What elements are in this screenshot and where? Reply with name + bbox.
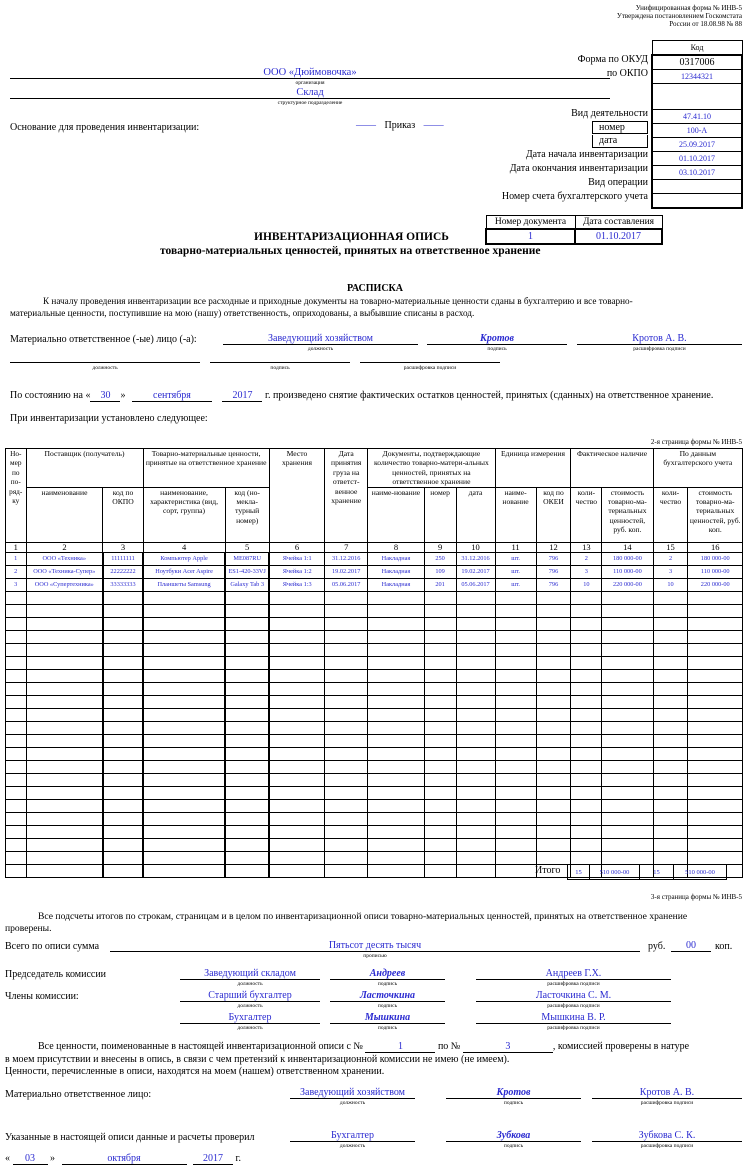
table-cell: 796	[536, 578, 571, 591]
column-number: 11	[495, 542, 536, 552]
checker-signature: Зубкова	[446, 1130, 581, 1142]
table-cell: Планшеты Samsung	[143, 578, 225, 591]
doc-number-box: Номер документа Дата составления 1 01.10.2017	[485, 215, 663, 245]
member-2-signature: Мышкина	[330, 1012, 445, 1024]
table-cell: ES1-420-33VJ	[225, 565, 269, 578]
resp-position: Заведующий хозяйством	[223, 333, 418, 345]
table-row	[6, 708, 743, 721]
column-number: 1	[6, 542, 27, 552]
doc-title: ИНВЕНТАРИЗАЦИОННАЯ ОПИСЬ	[254, 231, 449, 243]
column-number: 2	[26, 542, 103, 552]
table-row	[6, 773, 743, 786]
member-2-position: Бухгалтер	[180, 1012, 320, 1024]
table-cell: 796	[536, 565, 571, 578]
activity-code: 47.41.10	[652, 110, 742, 124]
table-cell: Ноутбуки Acer Aspire	[143, 565, 225, 578]
receipt-title: РАСПИСКА	[347, 283, 404, 294]
member-1-position: Старший бухгалтер	[180, 990, 320, 1002]
table-cell: ООО «Супертехника»	[26, 578, 103, 591]
caption: подпись	[377, 1025, 398, 1031]
table-cell: 3	[571, 565, 602, 578]
paragraph-range: Все ценности, поименованные в настоящей инвентаризационной описи с № 1 по № 3 , комиссией проверены в натуре	[38, 1041, 690, 1052]
table-cell: 201	[424, 578, 456, 591]
start-date: 01.10.2017	[652, 152, 742, 166]
caption: расшифровка подписи	[547, 981, 600, 987]
doc-number: 1	[486, 229, 575, 244]
totals-row: 15 510 000-00 15 510 000-00	[567, 864, 727, 880]
table-cell: Ячейка 1:1	[269, 552, 324, 565]
responsible-signature: Кротов	[446, 1087, 581, 1099]
resp-signature: Кротов	[427, 333, 567, 345]
column-number: 5	[225, 542, 269, 552]
doc-date: 01.10.2017	[575, 229, 662, 244]
table-cell: 180 000-00	[688, 552, 743, 565]
caption: подпись	[377, 1003, 398, 1009]
caption: подпись	[503, 1143, 524, 1149]
table-cell: ООО «Техника-Супер»	[26, 565, 103, 578]
table-row	[6, 565, 743, 578]
member-1-name: Ласточкина С. М.	[476, 990, 671, 1002]
form-header: Унифицированная форма № ИНВ-5 Утверждена постановлением Госкомстата России от 18.08.98 № 88	[616, 4, 742, 28]
table-cell: шт.	[495, 552, 536, 565]
table-cell: 19.02.2017	[325, 565, 368, 578]
checker-name: Зубкова С. К.	[592, 1130, 742, 1142]
table-cell: 1	[6, 552, 27, 565]
caption: расшифровка подписи	[640, 1100, 694, 1106]
table-cell: Ячейка 1:3	[269, 578, 324, 591]
column-number: 12	[536, 542, 571, 552]
table-cell: 796	[536, 552, 571, 565]
okpo-code: 12344321	[652, 70, 742, 84]
caption: расшифровка подписи	[640, 1143, 694, 1149]
table-cell: Ячейка 1:2	[269, 565, 324, 578]
table-row	[6, 734, 743, 747]
table-row	[6, 760, 743, 773]
table-cell: шт.	[495, 578, 536, 591]
table-row	[6, 682, 743, 695]
table-cell: 22222222	[103, 565, 143, 578]
table-cell: 31.12.2016	[325, 552, 368, 565]
column-number: 8	[368, 542, 424, 552]
table-row	[6, 617, 743, 630]
order-date: 25.09.2017	[652, 138, 742, 152]
table-cell: 180 000-00	[602, 552, 653, 565]
chair-name: Андреев Г.Х.	[476, 968, 671, 980]
table-cell: ООО «Техника»	[26, 552, 103, 565]
code-box: Код 0317006 12344321 47.41.10 100-А 25.09.2017 01.10.2017 03.10.2017	[651, 40, 743, 209]
table-cell: Компьютер Apple	[143, 552, 225, 565]
sum-in-words: Пятьсот десять тысяч	[110, 940, 640, 952]
table-row	[6, 721, 743, 734]
column-number: 6	[269, 542, 324, 552]
table-row	[6, 669, 743, 682]
chair-position: Заведующий складом	[180, 968, 320, 980]
chair-signature: Андреев	[330, 968, 445, 980]
basis-doc: —— Приказ ——	[356, 120, 444, 131]
table-cell: 2	[571, 552, 602, 565]
table-row	[6, 630, 743, 643]
column-number: 4	[143, 542, 225, 552]
table-cell: шт.	[495, 565, 536, 578]
table-row	[6, 695, 743, 708]
table-row	[6, 838, 743, 851]
table-cell: 110 000-00	[688, 565, 743, 578]
table-cell: 05.06.2017	[456, 578, 495, 591]
column-number: 9	[424, 542, 456, 552]
org-name: ООО «Дюймовочка»	[10, 67, 610, 79]
end-date: 03.10.2017	[652, 166, 742, 180]
column-number: 7	[325, 542, 368, 552]
order-number: 100-А	[652, 124, 742, 138]
table-row	[6, 851, 743, 864]
column-number: 13	[571, 542, 602, 552]
caption: должность	[237, 1003, 263, 1009]
table-row	[6, 591, 743, 604]
table-row	[6, 552, 743, 565]
column-number: 3	[103, 542, 143, 552]
table-row	[6, 786, 743, 799]
table-cell: 10	[653, 578, 688, 591]
responsible-position: Заведующий хозяйством	[290, 1087, 415, 1099]
table-row	[6, 604, 743, 617]
table-cell: 3	[653, 565, 688, 578]
column-number: 15	[653, 542, 688, 552]
caption: должность	[237, 1025, 263, 1031]
table-row	[6, 825, 743, 838]
caption: расшифровка подписи	[547, 1003, 600, 1009]
table-row	[6, 799, 743, 812]
table-cell: 220 000-00	[602, 578, 653, 591]
table-cell: 33333333	[103, 578, 143, 591]
table-cell: 220 000-00	[688, 578, 743, 591]
caption: подпись	[503, 1100, 524, 1106]
table-row	[6, 812, 743, 825]
table-cell: Накладная	[368, 578, 424, 591]
caption: должность	[237, 981, 263, 987]
final-date: « 03 » октября 2017 г.	[5, 1153, 241, 1164]
doc-subtitle: товарно-материальных ценностей, принятых на ответственное хранение	[160, 245, 541, 257]
table-cell: 110 000-00	[602, 565, 653, 578]
table-cell: Накладная	[368, 552, 424, 565]
table-cell: 2	[653, 552, 688, 565]
table-cell: Накладная	[368, 565, 424, 578]
caption: расшифровка подписи	[547, 1025, 600, 1031]
inventory-table: Но-мер по по-ряд-ку Поставщик (получатель) Товарно-материальные ценности, принятые на ответственное хранение Место хранения Дата принятия груза на ответст-венное хранение Документы, подтверждающие количество товарно-матери-альных ценностей, принятых на ответственное хранение Единица измерения Фактическое наличие По данным бухгалтерского учета наименование код по ОКПО наименование, характеристика (вид, сорт, группа) код (но-мекла-турный номер) наиме-нование номер дата наиме-нование код по ОКЕИ коли-чество стоимость товарно-ма-териальных ценностей, руб. коп. коли-чество стоимость товарно-ма-териальных ценностей, руб. коп. 1 2 3 4 5 6 7 8 9 10 11 12 13 14 15 16 1 ООО «Техника» 11111111 Компьютер Apple ME087RU Ячейка 1:1 31.12.2016 Накладная 250 31.12.2016 шт. 796 2 180 000-00 2 180 000-00 2 ООО «Техника-Супер» 22222222 Ноутбуки Acer Aspire ES1-420-33VJ Ячейка 1:2 19.02.2017 Накладная 109 19.02.2017 шт. 796 3 110 000-00 3 110 000-00 3 ООО «Супертехника» 33333333 Планшеты Samsung Galaxy Tab 3 Ячейка 1:3 05.06.2017 Накладная 201 05.06.2017 шт. 796 10 220 000-00 10 220 000-00	[5, 448, 743, 878]
table-cell: 2	[6, 565, 27, 578]
table-row	[6, 578, 743, 591]
table-cell: 3	[6, 578, 27, 591]
total-label: Итого	[535, 865, 561, 876]
member-1-signature: Ласточкина	[330, 990, 445, 1002]
caption: должность	[339, 1100, 366, 1106]
caption: подпись	[377, 981, 398, 987]
checker-position: Бухгалтер	[290, 1130, 415, 1142]
code-labels: Форма по ОКУД по ОКПО Вид деятельности номер дата Дата начала инвентаризации Дата окончания инвентаризации Вид операции Номер счета бухгалтерского учета	[501, 54, 648, 202]
column-number: 16	[688, 542, 743, 552]
table-cell: 19.02.2017	[456, 565, 495, 578]
table-row	[6, 656, 743, 669]
table-row	[6, 747, 743, 760]
table-cell: 10	[571, 578, 602, 591]
table-row	[6, 643, 743, 656]
caption: должность	[339, 1143, 366, 1149]
okud-code: 0317006	[652, 55, 742, 70]
responsible-name: Кротов А. В.	[592, 1087, 742, 1099]
resp-name: Кротов А. В.	[577, 333, 742, 345]
table-cell: Galaxy Tab 3	[225, 578, 269, 591]
table-cell: 11111111	[103, 552, 143, 565]
column-number: 10	[456, 542, 495, 552]
table-cell: 109	[424, 565, 456, 578]
table-cell: ME087RU	[225, 552, 269, 565]
table-cell: 250	[424, 552, 456, 565]
table-cell: 05.06.2017	[325, 578, 368, 591]
dept-name: Склад	[10, 87, 610, 99]
member-2-name: Мышкина В. Р.	[476, 1012, 671, 1024]
table-cell: 31.12.2016	[456, 552, 495, 565]
state-date-line: По состоянию на « 30 » сентября 2017 г. произведено снятие фактических остатков ценностей, принятых (сданных) на ответственное хранение.	[10, 390, 714, 401]
column-number: 14	[602, 542, 653, 552]
